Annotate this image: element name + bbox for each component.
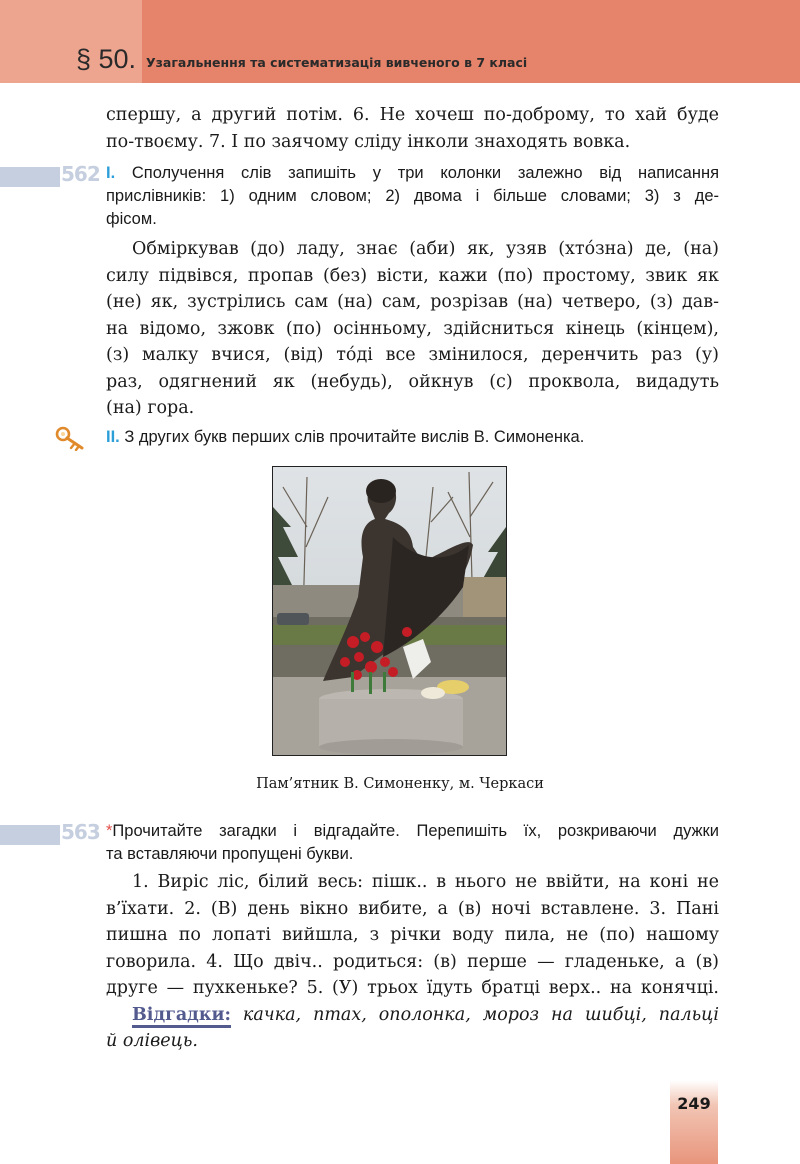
exercise-number: 562 — [61, 162, 100, 186]
intro-paragraph — [106, 102, 719, 155]
page-header — [0, 0, 800, 83]
text-line: друге — пухкеньке? 5. (У) трьох їдуть братці верх.. на конячці. — [106, 978, 719, 998]
task-text: З других букв перших слів прочитайте вислів В. Симоненка. — [119, 428, 585, 446]
section-number: § 50. — [76, 44, 137, 74]
text-line: 1. Виріс ліс, білий весь: пішк.. в нього не ввійти, на коні не — [132, 872, 719, 892]
text-line: (з) малку вчися, (від) то́ді все змінилося, деренчить раз (у) — [106, 345, 719, 365]
task-text: прислівників: 1) одним словом; 2) двома і більше словами; 3) з де- — [106, 187, 719, 205]
answers-text: качка, птах, ополонка, мороз на шибці, пальці — [230, 1004, 719, 1025]
text-line: (на) гора. — [106, 398, 195, 418]
star-marker: * — [106, 822, 113, 840]
text-line: по-твоєму. 7. І по заячому сліду інколи знаходять вовка. — [106, 131, 631, 152]
text-line: Обміркував (до) ладу, знає (аби) як, узяв (хто́зна) де, (на) — [132, 239, 719, 259]
text-line: пишна по лопаті вийшла, з річки воду пила, не (по) нашому — [106, 925, 719, 945]
exercise-number: 563 — [61, 820, 100, 844]
task-text: та вставляючи пропущені букви. — [106, 845, 354, 863]
task-text: фісом. — [106, 210, 157, 228]
exercise-562-text — [106, 236, 719, 422]
text-line: раз, одягнений як (небудь), ойкнув (с) проквола, видадуть — [106, 371, 719, 392]
text-line: спершу, а другий потім. 6. Не хочеш по-доброму, то хай буде — [106, 105, 719, 125]
task-text: Сполучення слів запишіть у три колонки залежно від написання — [115, 164, 719, 182]
photo-caption: Пам’ятник В. Симоненку, м. Черкаси — [256, 776, 544, 792]
section-title: Узагальнення та систематизація вивченого в 7 класі — [146, 55, 528, 70]
exercise-bar — [0, 825, 60, 845]
part-label: І. — [106, 164, 116, 182]
exercise-562-part2 — [106, 426, 719, 449]
text-line: (не) як, зустрілись сам (на) сам, розрізав (на) четверо, (з) дав- — [106, 292, 719, 312]
exercise-563-text — [106, 869, 719, 1055]
text-line: на відомо, зжовк (по) осінньому, здійсниться кінець (кінцем), — [106, 318, 719, 339]
exercise-bar — [0, 167, 60, 187]
task-text: Прочитайте загадки і відгадайте. Перепишіть їх, розкриваючи дужки — [112, 822, 719, 840]
key-icon — [55, 425, 89, 451]
answers-label: Відгадки: — [132, 1005, 231, 1028]
answers-text: й олівець. — [106, 1031, 198, 1051]
exercise-563-task — [106, 820, 719, 866]
monument-photo — [272, 466, 507, 756]
part-label: ІІ. — [106, 428, 120, 446]
text-line: в’їхати. 2. (В) день вікно вибите, а (в) ночі вставлене. 3. Пані — [106, 898, 719, 919]
page-number: 249 — [677, 1094, 711, 1113]
page-number-tab — [670, 1080, 718, 1164]
text-line: силу підвівся, пропав (без) вісти, кажи (по) простому, звик як — [106, 265, 719, 286]
exercise-562-task — [106, 162, 719, 231]
text-line: говорила. 4. Що двіч.. родиться: (в) перше — гладеньке, а (в) — [106, 951, 719, 972]
